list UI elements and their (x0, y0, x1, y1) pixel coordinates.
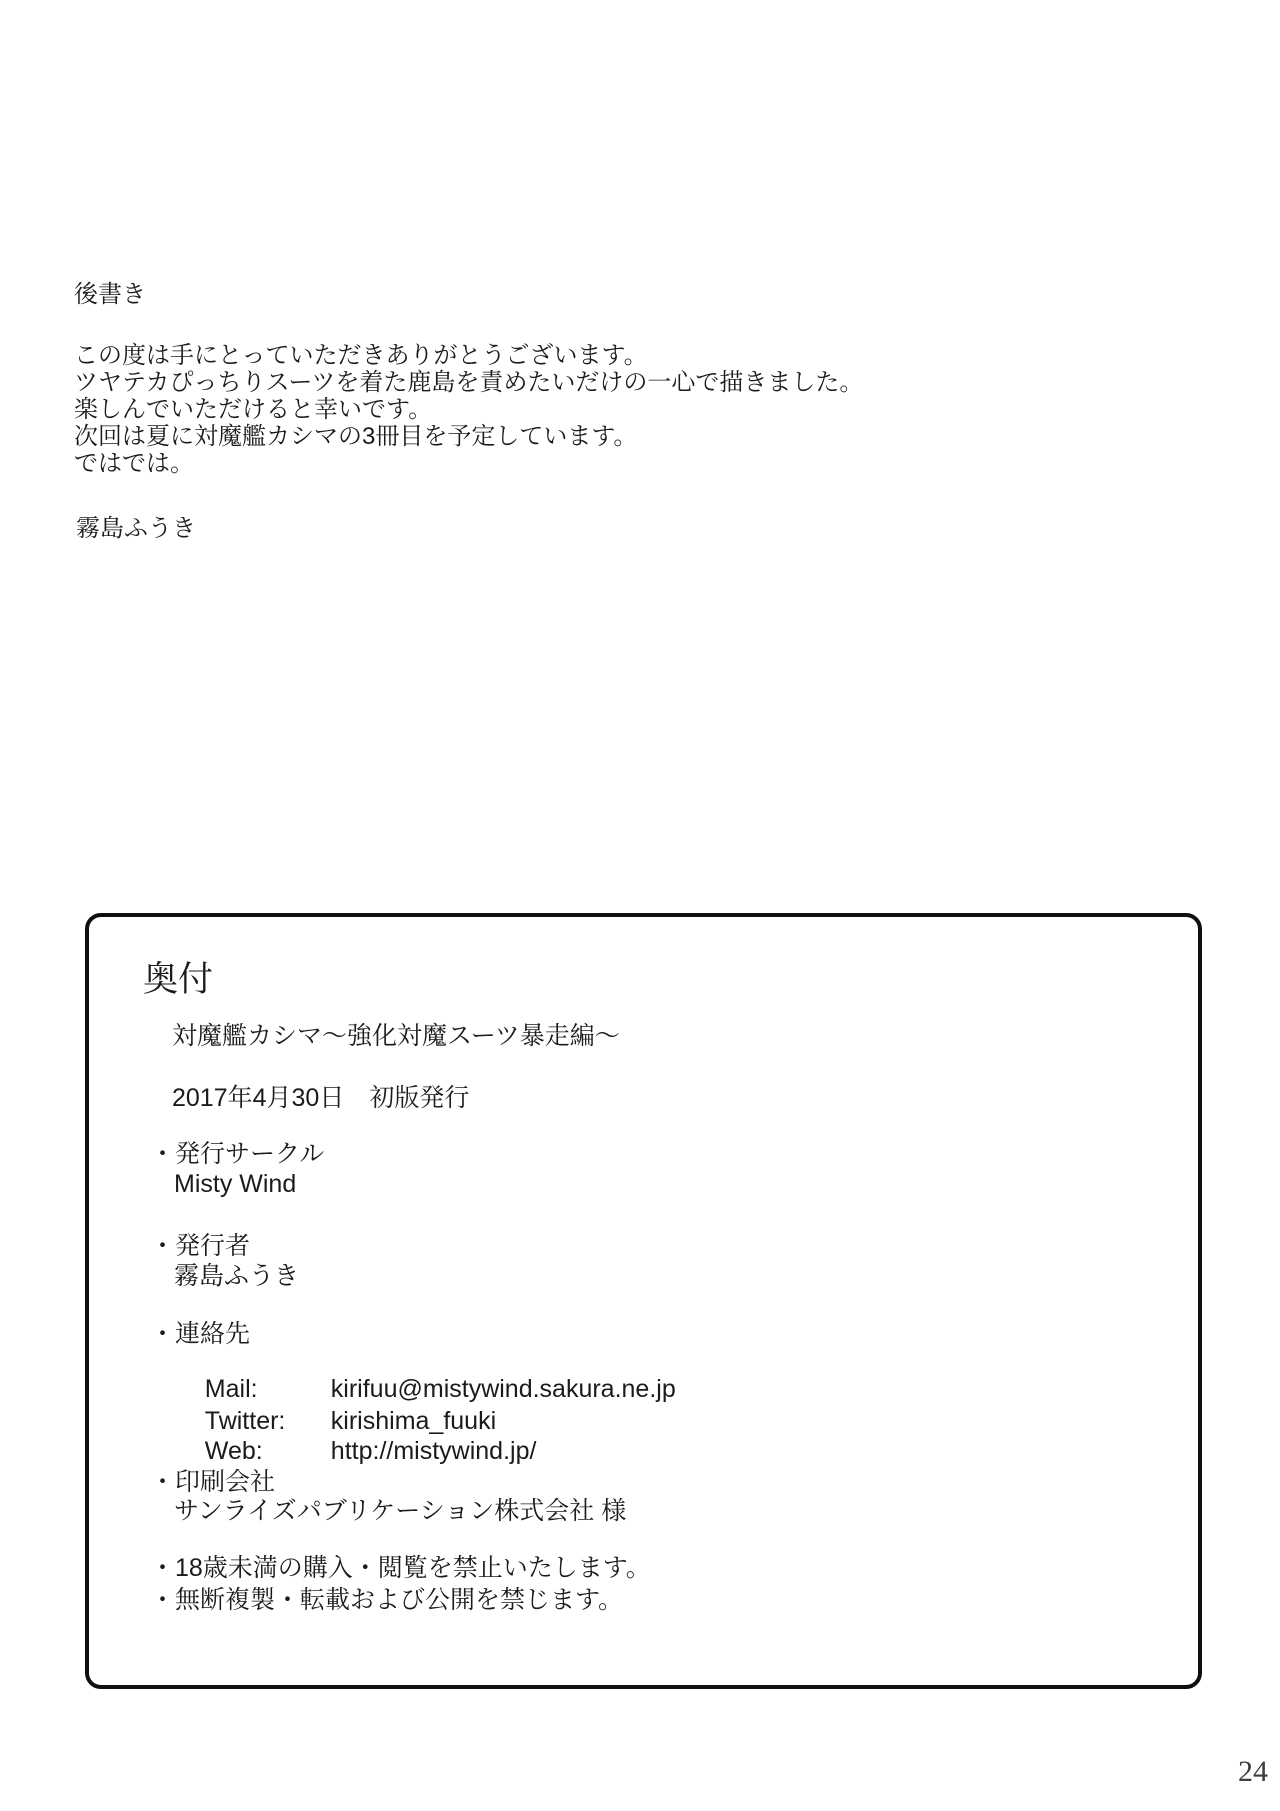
colophon-heading: 奥付 (143, 960, 214, 999)
afterword-line: 楽しんでいただけると幸いです。 (74, 396, 433, 423)
copyright-notice: ・無断複製・転載および公開を禁じます。 (150, 1586, 624, 1614)
publisher-label: ・発行者 (150, 1232, 251, 1260)
page-number: 24 (1238, 1755, 1268, 1788)
twitter-value: kirishima_fuuki (330, 1407, 497, 1435)
afterword-heading: 後書き (74, 281, 146, 308)
web-value: http://mistywind.jp/ (330, 1437, 537, 1465)
book-title: 対魔艦カシマ～強化対魔スーツ暴走編～ (172, 1022, 620, 1050)
printer-label: ・印刷会社 (150, 1468, 276, 1496)
publisher-value: 霧島ふうき (174, 1262, 300, 1290)
contact-label: ・連絡先 (150, 1320, 251, 1348)
mail-value: kirifuu@mistywind.sakura.ne.jp (330, 1375, 676, 1403)
afterword-signature: 霧島ふうき (76, 515, 196, 542)
edition-date: 2017年4月30日 初版発行 (172, 1084, 470, 1112)
age-restriction-notice: ・18歳未満の購入・閲覧を禁止いたします。 (150, 1554, 651, 1582)
twitter-label: Twitter: (204, 1407, 286, 1435)
web-label: Web: (204, 1437, 263, 1465)
circle-value: Misty Wind (174, 1170, 297, 1198)
afterword-line: ではでは。 (74, 450, 194, 477)
afterword-line: 次回は夏に対魔艦カシマの3冊目を予定しています。 (74, 423, 638, 450)
mail-label: Mail: (204, 1375, 258, 1403)
afterword-line: この度は手にとっていただきありがとうございます。 (74, 342, 648, 369)
afterword-line: ツヤテカぴっちりスーツを着た鹿島を責めたいだけの一心で描きました。 (74, 369, 864, 396)
printer-value: サンライズパブリケーション株式会社 様 (174, 1497, 627, 1525)
circle-label: ・発行サークル (150, 1140, 325, 1168)
